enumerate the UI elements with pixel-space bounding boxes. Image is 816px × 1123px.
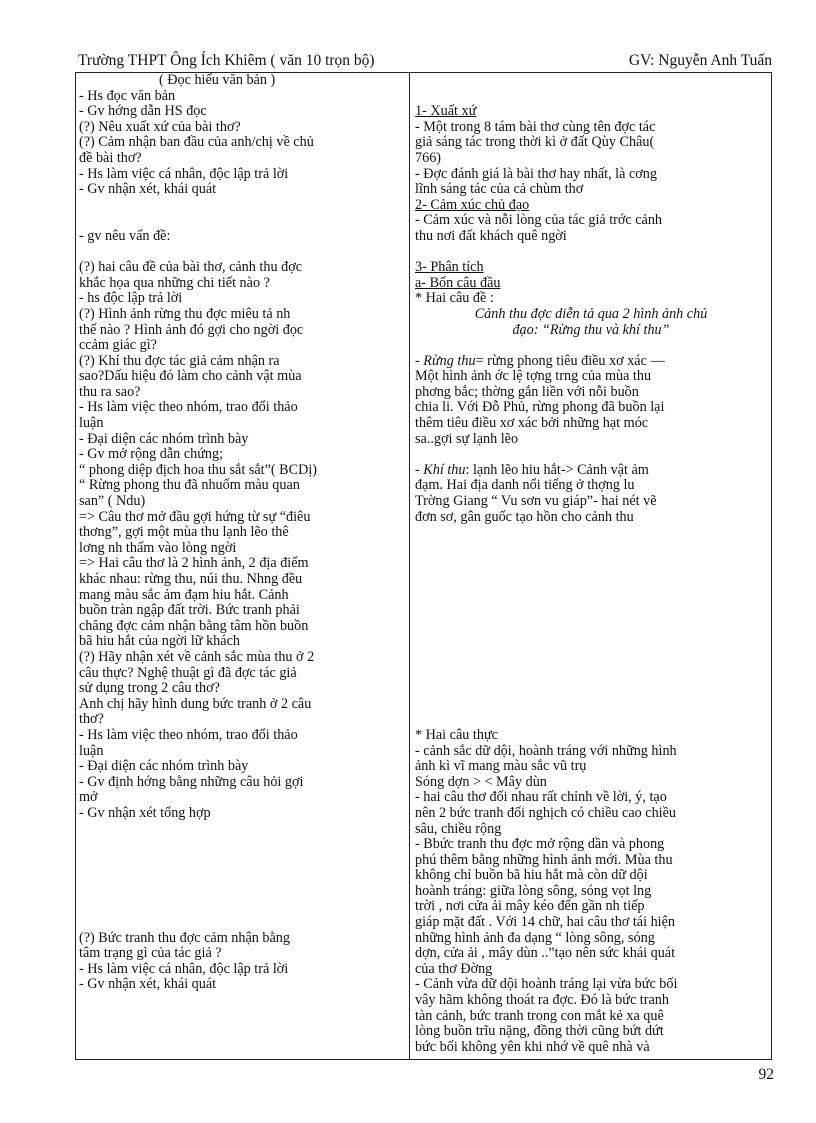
text-line: sâu, chiều rộng [415, 820, 502, 837]
text-line: ccảm giác gì? [79, 337, 157, 354]
text-line: nên 2 bức tranh đối nghịch có chiều cao chiều [415, 804, 677, 821]
text-line: dợn, cửa ải , mây dùn ..”tạo nên sức khái quát [415, 945, 676, 962]
text-line: - cảnh sắc dữ dội, hoành tráng với những hình [415, 742, 677, 759]
text-line: thu nơi đất khách quê ngời [415, 227, 567, 244]
heading-analysis: 3- Phân tích [415, 259, 484, 276]
text-line: => Câu thơ mở đầu gợi hứng từ sự “điêu [79, 508, 311, 525]
heading-first-four: a- Bốn câu đầu [415, 274, 501, 291]
text-line: vây hãm không thoát ra đợc. Đó là bức tranh [415, 992, 669, 1009]
text-line: khắc họa qua những chi tiết nào ? [79, 274, 270, 291]
text-line: giả sáng tác trong thời kì ở đất Qùy Châu( [415, 134, 655, 151]
header-teacher: GV: Nguyễn Anh Tuấn [628, 52, 772, 69]
text-line: luận [79, 415, 104, 432]
text-line: không chỉ buồn bã hiu hắt mà còn dữ dội [415, 867, 648, 884]
text-line: lòng buồn trĩu nặng, đồng thời cũng bứt dứt [415, 1023, 664, 1040]
text-line: thêm tiêu điều xơ xác bởi những hạt móc [415, 415, 649, 432]
italic-line: Cảnh thu đợc diễn tả qua 2 hình ảnh chủ [474, 305, 708, 322]
text-line: trời , nơi cửa ải mây kéo đến gần nh tiếp [415, 898, 645, 915]
text-line: Anh chị hãy hình dung bức tranh ở 2 câu [79, 695, 312, 712]
text-line: - Hs làm việc theo nhóm, trao đổi thảo [79, 399, 298, 416]
term-rung-thu: Rừng thu [423, 352, 476, 369]
text-line: - Một trong 8 tám bài thơ cùng tên đợc tác [415, 118, 656, 135]
column-divider [409, 73, 410, 1059]
question-line: (?) Bức tranh thu đợc cảm nhận bằng [79, 929, 290, 946]
text-line: thế nào ? Hình ảnh đó gợi cho ngời đọc [79, 321, 304, 338]
text-line: - Đợc đánh giá là bài thơ hay nhất, là cơng [415, 165, 657, 182]
text-line: lơng nh thấm vào lòng ngời [79, 539, 237, 556]
text-line: câu thực? Nghệ thuật gì đã đợc tác giả [79, 664, 297, 681]
question-line: (?) Cảm nhận ban đầu của anh/chị về chủ [79, 134, 314, 151]
text-line: ảnh kì vĩ mang màu sắc vũ trụ [415, 758, 587, 775]
text-line: - Hs làm việc cá nhân, độc lập trả lời [79, 165, 289, 182]
subheading: * Hai câu thực [415, 726, 498, 743]
text-line: chia li. Với Đỗ Phủ, rừng phong đã buồn lại [415, 399, 665, 416]
header-school: Trường THPT Ông Ích Khiêm ( văn 10 trọn bộ) [78, 52, 375, 69]
text-line: - Hs làm việc cá nhân, độc lập trả lời [79, 960, 289, 977]
text-line: của thơ Đờng [415, 960, 493, 977]
text-line: đề bài thơ? [79, 149, 142, 166]
text-line: mở [79, 789, 98, 806]
text-line: - Gv định hớng bằng những câu hỏi gợi [79, 773, 304, 790]
text-line: chăng đợc cảm nhận bằng tâm hồn buồn [79, 617, 309, 634]
text-line: - Đại diện các nhóm trình bày [79, 758, 249, 775]
text-line: phơng bắc; thờng gắn liền với nỗi buồn [415, 383, 639, 400]
text-line: - Gv hớng dẫn HS đọc [79, 103, 207, 120]
text-line: những hình ảnh đa dạng “ lòng sông, sóng [415, 929, 655, 946]
text-line: 766) [415, 149, 442, 166]
text-line: - Cảnh vừa dữ dội hoành tráng lại vừa bức bối [415, 976, 678, 993]
text-span: = rừng phong tiêu điều xơ xác — [475, 352, 665, 369]
text-line: - Cảm xúc và nỗi lòng của tác giả trớc cảnh [415, 212, 663, 229]
text-line: - Gv nhận xét tổng hợp [79, 804, 211, 821]
text-line: đạm. Hai địa danh nổi tiếng ở thợng lu [415, 477, 635, 494]
text-line: phú thêm bằng những hình ảnh mới. Mùa thu [415, 851, 673, 868]
section-label: ( Đọc hiểu văn bản ) [159, 72, 276, 88]
content-column [415, 73, 767, 1055]
text-line: - hs độc lập trả lời [79, 290, 183, 307]
text-line: - Bbức tranh thu đợc mở rộng dần và phong [415, 836, 665, 853]
question-line: (?) hai câu đề của bài thơ, cảnh thu đợc [79, 259, 302, 276]
text-line: bức bối không yên khi nhớ về quê nhà và [415, 1038, 650, 1055]
text-line: sao?Dấu hiệu đó làm cho cảnh vật mùa [79, 368, 302, 385]
text-line: => Hai câu thơ là 2 hình ảnh, 2 địa điểm [79, 555, 309, 572]
text-line: - Hs làm việc theo nhóm, trao đổi thảo [79, 726, 298, 743]
text-span: : lạnh lẽo hiu hắt-> Cảnh vật ảm [465, 461, 649, 478]
text-line: “ Rừng phong thu đã nhuốm màu quan [79, 477, 300, 494]
text-line: đơn sơ, gân guốc tạo hồn cho cảnh thu [415, 508, 634, 525]
text-line: - hai câu thơ đối nhau rất chỉnh về lời, ý, tạo [415, 789, 667, 806]
lesson-table [75, 72, 772, 1060]
text-line: Trờng Giang “ Vu sơn vu giáp”- hai nét vẽ [415, 493, 657, 510]
text-line: - Hs đọc văn bản [79, 87, 176, 104]
text-line: buồn tràn ngập đất trời. Bức tranh phải [79, 602, 300, 619]
text-line: thu ra sao? [79, 383, 141, 400]
text-line: - Gv mở rộng dẫn chứng; [79, 446, 224, 463]
text-line [415, 463, 767, 479]
text-line: Sóng dợn > < Mây dùn [415, 773, 547, 790]
activities-column [79, 73, 405, 993]
italic-line: đạo: “Rừng thu và khí thu” [512, 321, 670, 338]
text-line: khác nhau: rừng thu, núi thu. Nhng đều [79, 571, 303, 587]
text-line: bã hiu hắt của ngời lữ khách [79, 633, 240, 650]
question-line: (?) Hình ảnh rừng thu đợc miêu tả nh [79, 305, 291, 322]
text-line: hoành tráng: giữa lòng sông, sóng vọt lng [415, 882, 652, 899]
text-line [415, 354, 767, 370]
text-line: - gv nêu vấn đề: [79, 227, 171, 244]
text-line: thơng”, gợi một mùa thu lạnh lẽo thê [79, 524, 289, 541]
text-line: thơ? [79, 711, 104, 728]
dash: - [415, 461, 424, 478]
text-line: mang màu sắc ảm đạm hiu hắt. Cảnh [79, 586, 289, 603]
heading-origin: 1- Xuất xứ [415, 103, 477, 120]
question-line: (?) Khí thu đợc tác giả cảm nhận ra [79, 352, 280, 369]
question-line: (?) Nêu xuất xứ của bài thơ? [79, 118, 241, 135]
question-line: (?) Hãy nhận xét về cảnh sắc mùa thu ở 2 [79, 648, 315, 665]
page-header [78, 50, 772, 73]
text-line: - Gv nhận xét, khái quát [79, 976, 217, 993]
text-line: - Gv nhận xét, khái quát [79, 181, 217, 198]
text-line: - Đại diện các nhóm trình bày [79, 430, 249, 447]
text-line: sử dụng trong 2 câu thơ? [79, 680, 220, 697]
page-number: 92 [758, 1066, 774, 1083]
heading-emotion: 2- Cảm xúc chủ đạo [415, 196, 530, 213]
text-line: luận [79, 742, 104, 759]
subheading: * Hai câu đề : [415, 290, 494, 307]
text-line: lĩnh sáng tác của cả chùm thơ [415, 181, 584, 198]
text-line: san” ( Ndu) [79, 493, 146, 510]
text-line: “ phong diệp địch hoa thu sắt sắt”( BCDị) [79, 461, 317, 478]
dash: - [415, 352, 424, 369]
text-line: tâm trạng gì của tác giả ? [79, 945, 222, 962]
text-line: tàn cảnh, bức tranh trong con mắt kẻ xa quê [415, 1007, 664, 1024]
term-khi-thu: Khí thu [423, 461, 466, 478]
text-line: Một hình ảnh ớc lệ tợng trng của mùa thu [415, 368, 652, 385]
text-line: giáp mặt đất . Với 14 chữ, hai câu thơ tái hiện [415, 914, 676, 931]
text-line: sa..gợi sự lạnh lẽo [415, 430, 519, 447]
